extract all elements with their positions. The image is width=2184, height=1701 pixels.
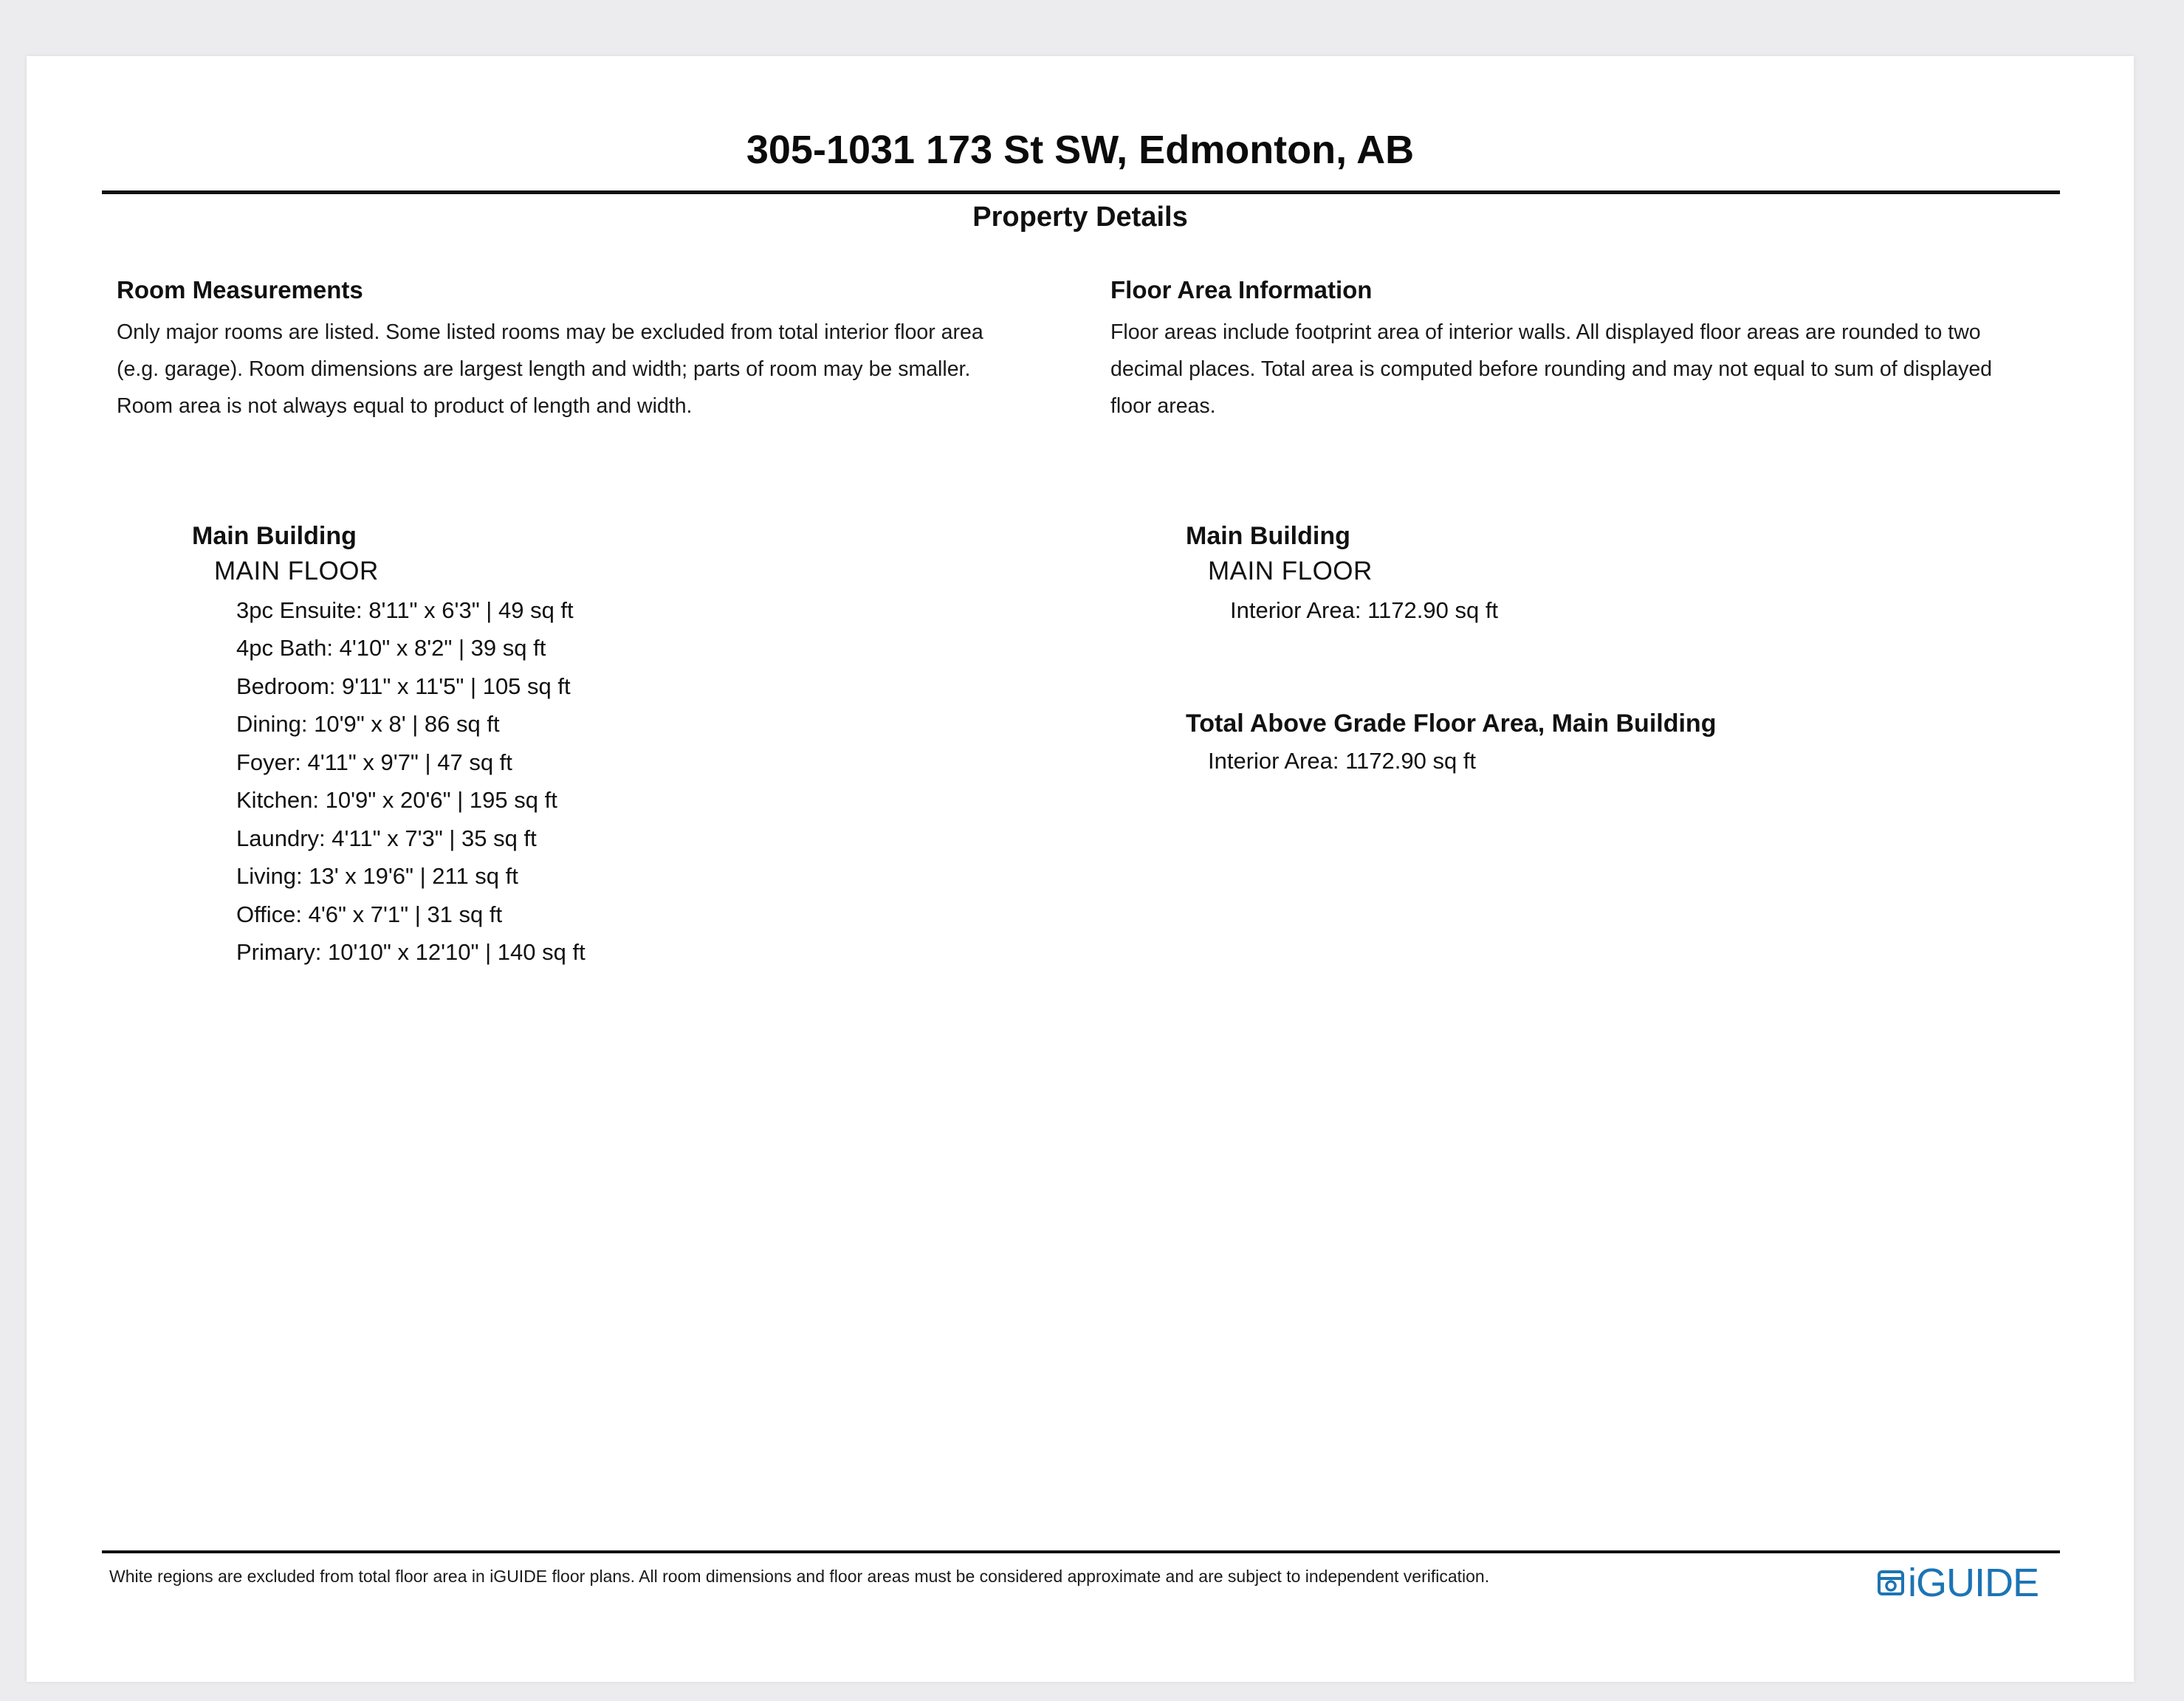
footer-disclaimer: White regions are excluded from total floor area in iGUIDE floor plans. All room dimensions and floor areas must be considered approximate and are subject to independent verification.	[109, 1567, 1490, 1586]
room-item: Foyer: 4'11" x 9'7" | 47 sq ft	[236, 749, 512, 775]
room-item: Dining: 10'9" x 8' | 86 sq ft	[236, 711, 500, 738]
footer-divider	[102, 1550, 2060, 1553]
iguide-logo-text: iGUIDE	[1908, 1561, 2039, 1605]
floor-note-line: floor areas.	[1110, 394, 1216, 418]
iguide-logo	[1877, 1561, 2039, 1605]
total-interior-area: Interior Area: 1172.90 sq ft	[1208, 747, 1477, 774]
room-item: 3pc Ensuite: 8'11" x 6'3" | 49 sq ft	[236, 597, 574, 623]
floor-building-name: Main Building	[1186, 522, 1350, 550]
room-item: Primary: 10'10" x 12'10" | 140 sq ft	[236, 939, 586, 966]
floor-building-group	[1186, 521, 1498, 629]
room-measurements-section	[117, 275, 1069, 425]
room-floor-name: MAIN FLOOR	[214, 556, 379, 585]
total-area-group	[1186, 709, 1716, 780]
room-measurements-heading: Room Measurements	[117, 276, 363, 303]
page-subtitle: Property Details	[972, 202, 1188, 233]
room-item: Kitchen: 10'9" x 20'6" | 195 sq ft	[236, 787, 557, 814]
room-item: 4pc Bath: 4'10" x 8'2" | 39 sq ft	[236, 635, 546, 662]
room-item: Laundry: 4'11" x 7'3" | 35 sq ft	[236, 825, 537, 851]
floor-area-section	[1110, 275, 2063, 425]
iguide-camera-icon	[1877, 1568, 1905, 1598]
floor-note-line: decimal places. Total area is computed before rounding and may not equal to sum of displayed	[1110, 357, 1993, 381]
page-title: 305-1031 173 St SW, Edmonton, AB	[746, 128, 1415, 172]
floor-area-note	[1110, 314, 2063, 425]
title-divider	[102, 190, 2060, 194]
room-item: Living: 13' x 19'6" | 211 sq ft	[236, 863, 518, 890]
room-item: Bedroom: 9'11" x 11'5" | 105 sq ft	[236, 673, 571, 699]
room-list	[236, 591, 586, 972]
room-item: Office: 4'6" x 7'1" | 31 sq ft	[236, 901, 503, 927]
document-page	[27, 56, 2134, 1682]
room-note-line: Room area is not always equal to product of length and width.	[117, 394, 693, 418]
room-measurements-note	[117, 314, 1069, 425]
floor-note-line: Floor areas include footprint area of interior walls. All displayed floor areas are rounded to two	[1110, 320, 1981, 344]
floor-floor-name: MAIN FLOOR	[1208, 556, 1373, 585]
floor-interior-area: Interior Area: 1172.90 sq ft	[1230, 597, 1499, 623]
room-building-group	[192, 521, 586, 972]
room-building-name: Main Building	[192, 522, 357, 550]
floor-area-heading: Floor Area Information	[1110, 276, 1373, 303]
room-note-line: Only major rooms are listed. Some listed rooms may be excluded from total interior floor area	[117, 320, 983, 344]
room-note-line: (e.g. garage). Room dimensions are largest length and width; parts of room may be smaller.	[117, 357, 971, 381]
total-area-heading: Total Above Grade Floor Area, Main Building	[1186, 709, 1717, 738]
